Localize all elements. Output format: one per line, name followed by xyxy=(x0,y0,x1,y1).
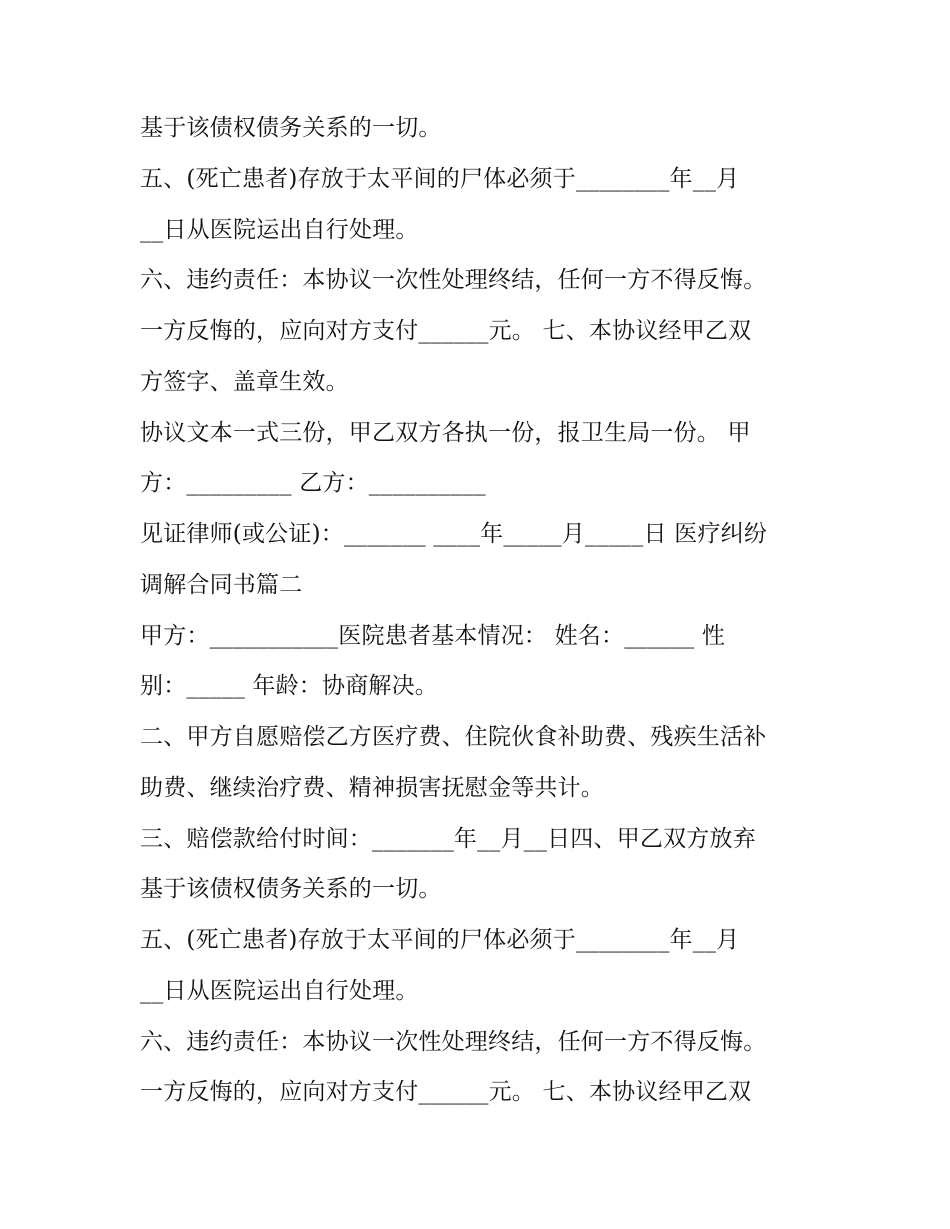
text-line: 二、甲方自愿赔偿乙方医疗费、住院伙食补助费、残疾生活补 xyxy=(140,724,767,750)
text-line: 一方反悔的，应向对方支付______元。 七、本协议经甲乙双 xyxy=(140,318,752,344)
text-line: 五、(死亡患者)存放于太平间的尸体必须于________年__月 xyxy=(140,927,740,953)
text-line: __日从医院运出自行处理。 xyxy=(140,216,419,243)
section-heading: 调解合同书篇二 xyxy=(140,571,303,598)
text-line: 一方反悔的，应向对方支付______元。 七、本协议经甲乙双 xyxy=(140,1079,752,1106)
text-line: 五、(死亡患者)存放于太平间的尸体必须于________年__月 xyxy=(140,165,740,192)
text-line: 基于该债权债务关系的一切。 xyxy=(140,115,442,141)
text-line: 六、违约责任：本协议一次性处理终结，任何一方不得反悔。 xyxy=(140,267,767,294)
text-line: 甲方：___________医院患者基本情况： 姓名：______ 性 xyxy=(140,622,726,649)
text-line: 基于该债权债务关系的一切。 xyxy=(140,876,442,903)
text-line: __日从医院运出自行处理。 xyxy=(140,977,419,1004)
text-line: 六、违约责任：本协议一次性处理终结，任何一方不得反悔。 xyxy=(140,1028,767,1055)
text-line: 助费、继续治疗费、精神损害抚慰金等共计。 xyxy=(140,774,604,801)
document-body xyxy=(140,108,830,1123)
text-line: 见证律师(或公证)：_______ ____年_____月_____日 医疗纠纷 xyxy=(140,521,768,547)
text-line: 别：_____ 年龄：协商解决。 xyxy=(140,673,439,700)
text-line: 方签字、盖章生效。 xyxy=(140,368,349,395)
text-line: 方：_________ 乙方：__________ xyxy=(140,470,486,497)
text-line: 协议文本一式三份，甲乙双方各执一份，报卫生局一份。 甲 xyxy=(140,419,751,446)
text-line: 三、赔偿款给付时间：_______年__月__日四、甲乙双方放弃 xyxy=(140,825,756,852)
